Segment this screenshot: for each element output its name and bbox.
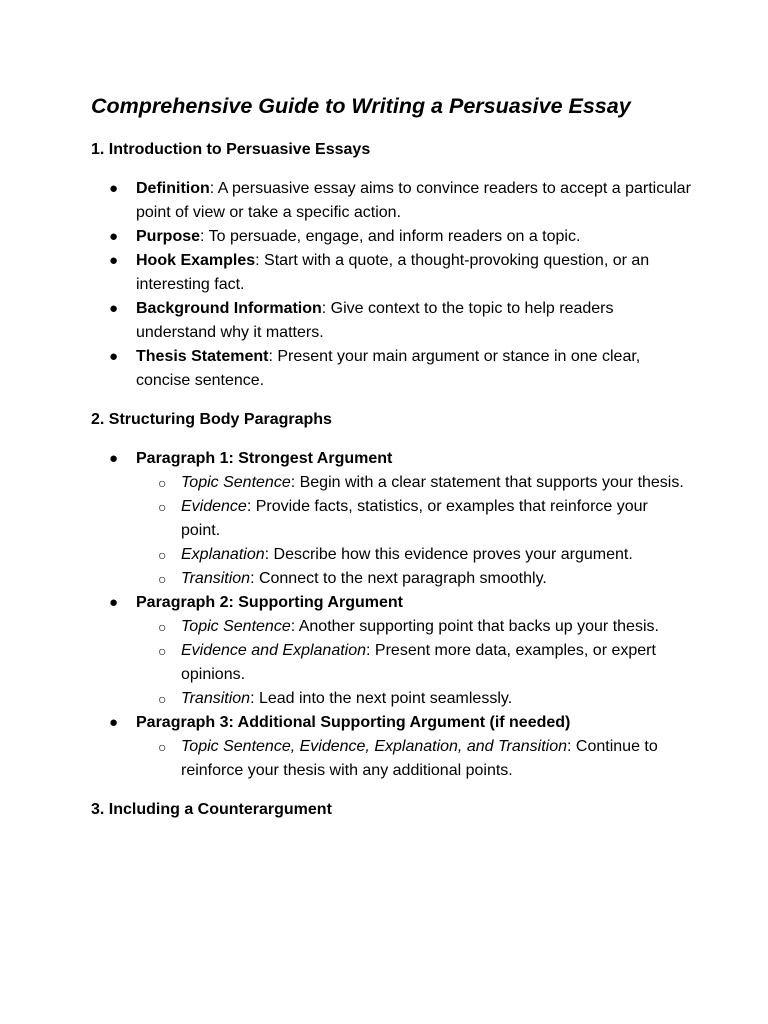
sublist-item-evidence-and-explanation: [136, 639, 691, 687]
bullet-icon: ●: [109, 714, 119, 731]
section-heading-introduction: 1. Introduction to Persuasive Essays: [91, 141, 371, 158]
list-item-hook-examples: [91, 249, 691, 297]
introduction-list: [91, 177, 691, 393]
list-item-background-information: [91, 297, 691, 345]
term-thesis-statement: Thesis Statement: [136, 348, 269, 365]
subterm: Evidence and Explanation: [181, 642, 367, 659]
list-item-paragraph-3: [91, 711, 691, 783]
paragraph-2-label: Paragraph 2: Supporting Argument: [136, 594, 403, 611]
subtext: : Continue to reinforce your thesis with any additional points.: [181, 738, 658, 779]
paragraph-1-sublist: [136, 471, 691, 591]
bullet-icon: ●: [109, 348, 119, 365]
circle-bullet-icon: ○: [158, 739, 167, 755]
subterm: Topic Sentence, Evidence, Explanation, and Transition: [181, 738, 568, 755]
bullet-icon: ●: [109, 450, 119, 467]
subterm: Explanation: [181, 546, 265, 563]
text-purpose: : To persuade, engage, and inform readers on a topic.: [200, 228, 581, 245]
subterm: Topic Sentence: [181, 474, 291, 491]
circle-bullet-icon: ○: [158, 475, 167, 491]
subtext: : Present more data, examples, or expert opinions.: [181, 642, 656, 683]
sublist-item-transition: [136, 567, 691, 591]
bullet-icon: ●: [109, 228, 119, 245]
text-hook-examples: : Start with a quote, a thought-provoking question, or an interesting fact.: [136, 252, 650, 293]
term-purpose: Purpose: [136, 228, 201, 245]
subterm: Transition: [181, 570, 251, 587]
term-definition: Definition: [136, 180, 210, 197]
section-heading-counterargument: 3. Including a Counterargument: [91, 801, 332, 818]
term-background-information: Background Information: [136, 300, 322, 317]
bullet-icon: ●: [109, 300, 119, 317]
sublist-item-combined: [136, 735, 691, 783]
sublist-item-topic-sentence: [136, 471, 691, 495]
subtext: : Provide facts, statistics, or examples that reinforce your point.: [181, 498, 648, 539]
list-item-paragraph-1: [91, 447, 691, 591]
bullet-icon: ●: [109, 594, 119, 611]
circle-bullet-icon: ○: [158, 619, 167, 635]
list-item-thesis-statement: [91, 345, 691, 393]
paragraph-3-label: Paragraph 3: Additional Supporting Argument (if needed): [136, 714, 571, 731]
circle-bullet-icon: ○: [158, 499, 167, 515]
subterm: Transition: [181, 690, 251, 707]
list-item-purpose: [91, 225, 691, 249]
list-item-paragraph-2: [91, 591, 691, 711]
document-title: Comprehensive Guide to Writing a Persuasive Essay: [91, 94, 631, 118]
section-heading-body-paragraphs: 2. Structuring Body Paragraphs: [91, 411, 332, 428]
bullet-icon: ●: [109, 252, 119, 269]
subterm: Evidence: [181, 498, 247, 515]
paragraph-3-sublist: [136, 735, 691, 783]
sublist-item-evidence: [136, 495, 691, 543]
circle-bullet-icon: ○: [158, 547, 167, 563]
subterm: Topic Sentence: [181, 618, 291, 635]
text-definition: : A persuasive essay aims to convince readers to accept a particular point of view or take a specific action.: [136, 180, 691, 221]
sublist-item-topic-sentence: [136, 615, 691, 639]
sublist-item-explanation: [136, 543, 691, 567]
circle-bullet-icon: ○: [158, 691, 167, 707]
circle-bullet-icon: ○: [158, 643, 167, 659]
circle-bullet-icon: ○: [158, 571, 167, 587]
list-item-definition: [91, 177, 691, 225]
term-hook-examples: Hook Examples: [136, 252, 256, 269]
text-thesis-statement: : Present your main argument or stance in one clear, concise sentence.: [136, 348, 641, 389]
subtext: : Lead into the next point seamlessly.: [250, 690, 513, 707]
body-paragraphs-list: [91, 447, 691, 783]
text-background-information: : Give context to the topic to help readers understand why it matters.: [136, 300, 614, 341]
paragraph-2-sublist: [136, 615, 691, 711]
subtext: : Connect to the next paragraph smoothly.: [250, 570, 547, 587]
paragraph-1-label: Paragraph 1: Strongest Argument: [136, 450, 393, 467]
document-page: [91, 88, 691, 822]
subtext: : Begin with a clear statement that supports your thesis.: [290, 474, 684, 491]
sublist-item-transition: [136, 687, 691, 711]
bullet-icon: ●: [109, 180, 119, 197]
subtext: : Another supporting point that backs up your thesis.: [290, 618, 659, 635]
subtext: : Describe how this evidence proves your argument.: [264, 546, 633, 563]
